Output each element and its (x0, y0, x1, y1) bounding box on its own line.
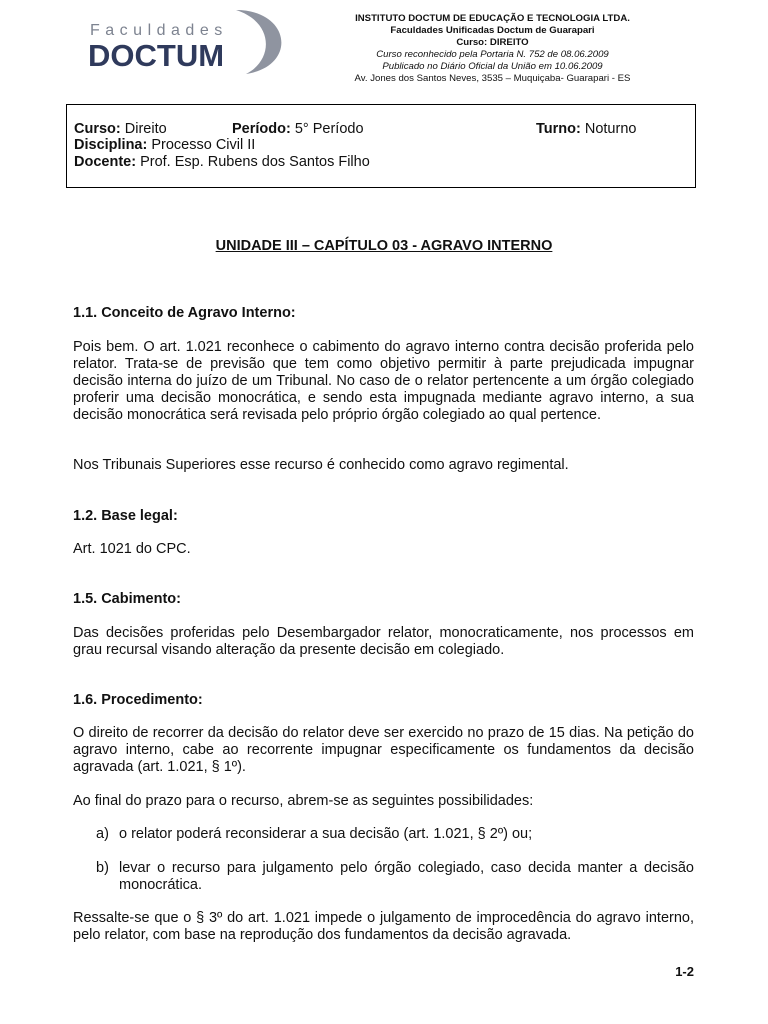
page-number: 1-2 (675, 964, 694, 979)
periodo-label: Período: (232, 121, 291, 137)
curso-value: Direito (124, 121, 167, 137)
paragraph-possibilidades: Ao final do prazo para o recurso, abrem-se as seguintes possibilidades: (73, 793, 534, 809)
institution-name: INSTITUTO DOCTUM DE EDUCAÇÃO E TECNOLOGIA LTDA. (355, 13, 630, 24)
list-item-a (96, 826, 694, 843)
doctum-logo (86, 8, 288, 76)
logo-small-text: Faculdades (90, 22, 228, 39)
section-heading-base-legal: 1.2. Base legal: (73, 508, 178, 524)
disciplina-value: Processo Civil II (151, 137, 256, 153)
section-heading-procedimento: 1.6. Procedimento: (73, 692, 203, 708)
paragraph-procedimento: O direito de recorrer da decisão do relator deve ser exercido no prazo de 15 dias. Na petição do agravo interno, cabe ao recorrente impugnar especificamente os fundamentos da decisão agravada (art. 1.021, § 1º). (73, 725, 694, 775)
paragraph-ressalte: Ressalte-se que o § 3º do art. 1.021 impede o julgamento de improcedência do agravo interno, pelo relator, com base na reprodução dos fundamentos da decisão agravada. (73, 910, 694, 943)
list-text-a: o relator poderá reconsiderar a sua decisão (art. 1.021, § 2º) ou; (119, 826, 533, 842)
address-line: Av. Jones dos Santos Neves, 3535 – Muquiçaba- Guarapari - ES (354, 73, 631, 84)
course-name: Curso: DIREITO (456, 37, 529, 48)
list-marker-a: a) (96, 826, 109, 842)
paragraph-tribunais: Nos Tribunais Superiores esse recurso é conhecido como agravo regimental. (73, 457, 569, 473)
turno-label: Turno: (536, 121, 581, 137)
unit-title: UNIDADE III – CAPÍTULO 03 - AGRAVO INTERNO (215, 238, 553, 254)
paragraph-conceito: Pois bem. O art. 1.021 reconhece o cabimento do agravo interno contra decisão proferida pelo relator. Trata-se de previsão que tem como objetivo permitir à parte prejudicada impugnar decisão interna do juízo de um Tribunal. No caso de o relator pertencente a um órgão colegiado proferir uma decisão monocrática, e sendo esta impugnada mediante agravo interno, a sua decisão monocrática será revisada pelo próprio órgão colegiado ao qual pertence. (73, 339, 694, 423)
info-row-periodo (232, 121, 364, 138)
section-heading-cabimento: 1.5. Cabimento: (73, 591, 181, 607)
paragraph-base-legal: Art. 1021 do CPC. (73, 541, 191, 557)
course-info-box (66, 104, 696, 188)
disciplina-label: Disciplina: (74, 137, 148, 153)
info-row-disciplina (74, 137, 255, 154)
docente-value: Prof. Esp. Rubens dos Santos Filho (140, 154, 370, 170)
recognition-line: Curso reconhecido pela Portaria N. 752 de 08.06.2009 (376, 49, 609, 60)
list-marker-b: b) (96, 860, 109, 876)
periodo-value: 5° Período (294, 121, 364, 137)
logo-big-text: DOCTUM (88, 38, 225, 73)
section-heading-conceito: 1.1. Conceito de Agravo Interno: (73, 305, 296, 321)
curso-label: Curso: (74, 121, 121, 137)
paragraph-cabimento: Das decisões proferidas pelo Desembargador relator, monocraticamente, nos processos em grau recursal visando alteração da presente decisão em colegiado. (73, 625, 694, 658)
list-text-b: levar o recurso para julgamento pelo órgão colegiado, caso decida manter a decisão monocrática. (119, 860, 694, 893)
info-row-curso (74, 121, 167, 138)
turno-value: Noturno (584, 121, 637, 137)
info-row-docente (74, 154, 370, 171)
info-row-turno (536, 121, 636, 138)
logo-swoosh (236, 10, 281, 74)
publication-line: Publicado no Diário Oficial da União em 10.06.2009 (382, 61, 603, 72)
list-item-b (96, 860, 694, 894)
institution-header (330, 13, 655, 85)
faculty-name: Faculdades Unificadas Doctum de Guarapari (390, 25, 595, 36)
docente-label: Docente: (74, 154, 137, 170)
